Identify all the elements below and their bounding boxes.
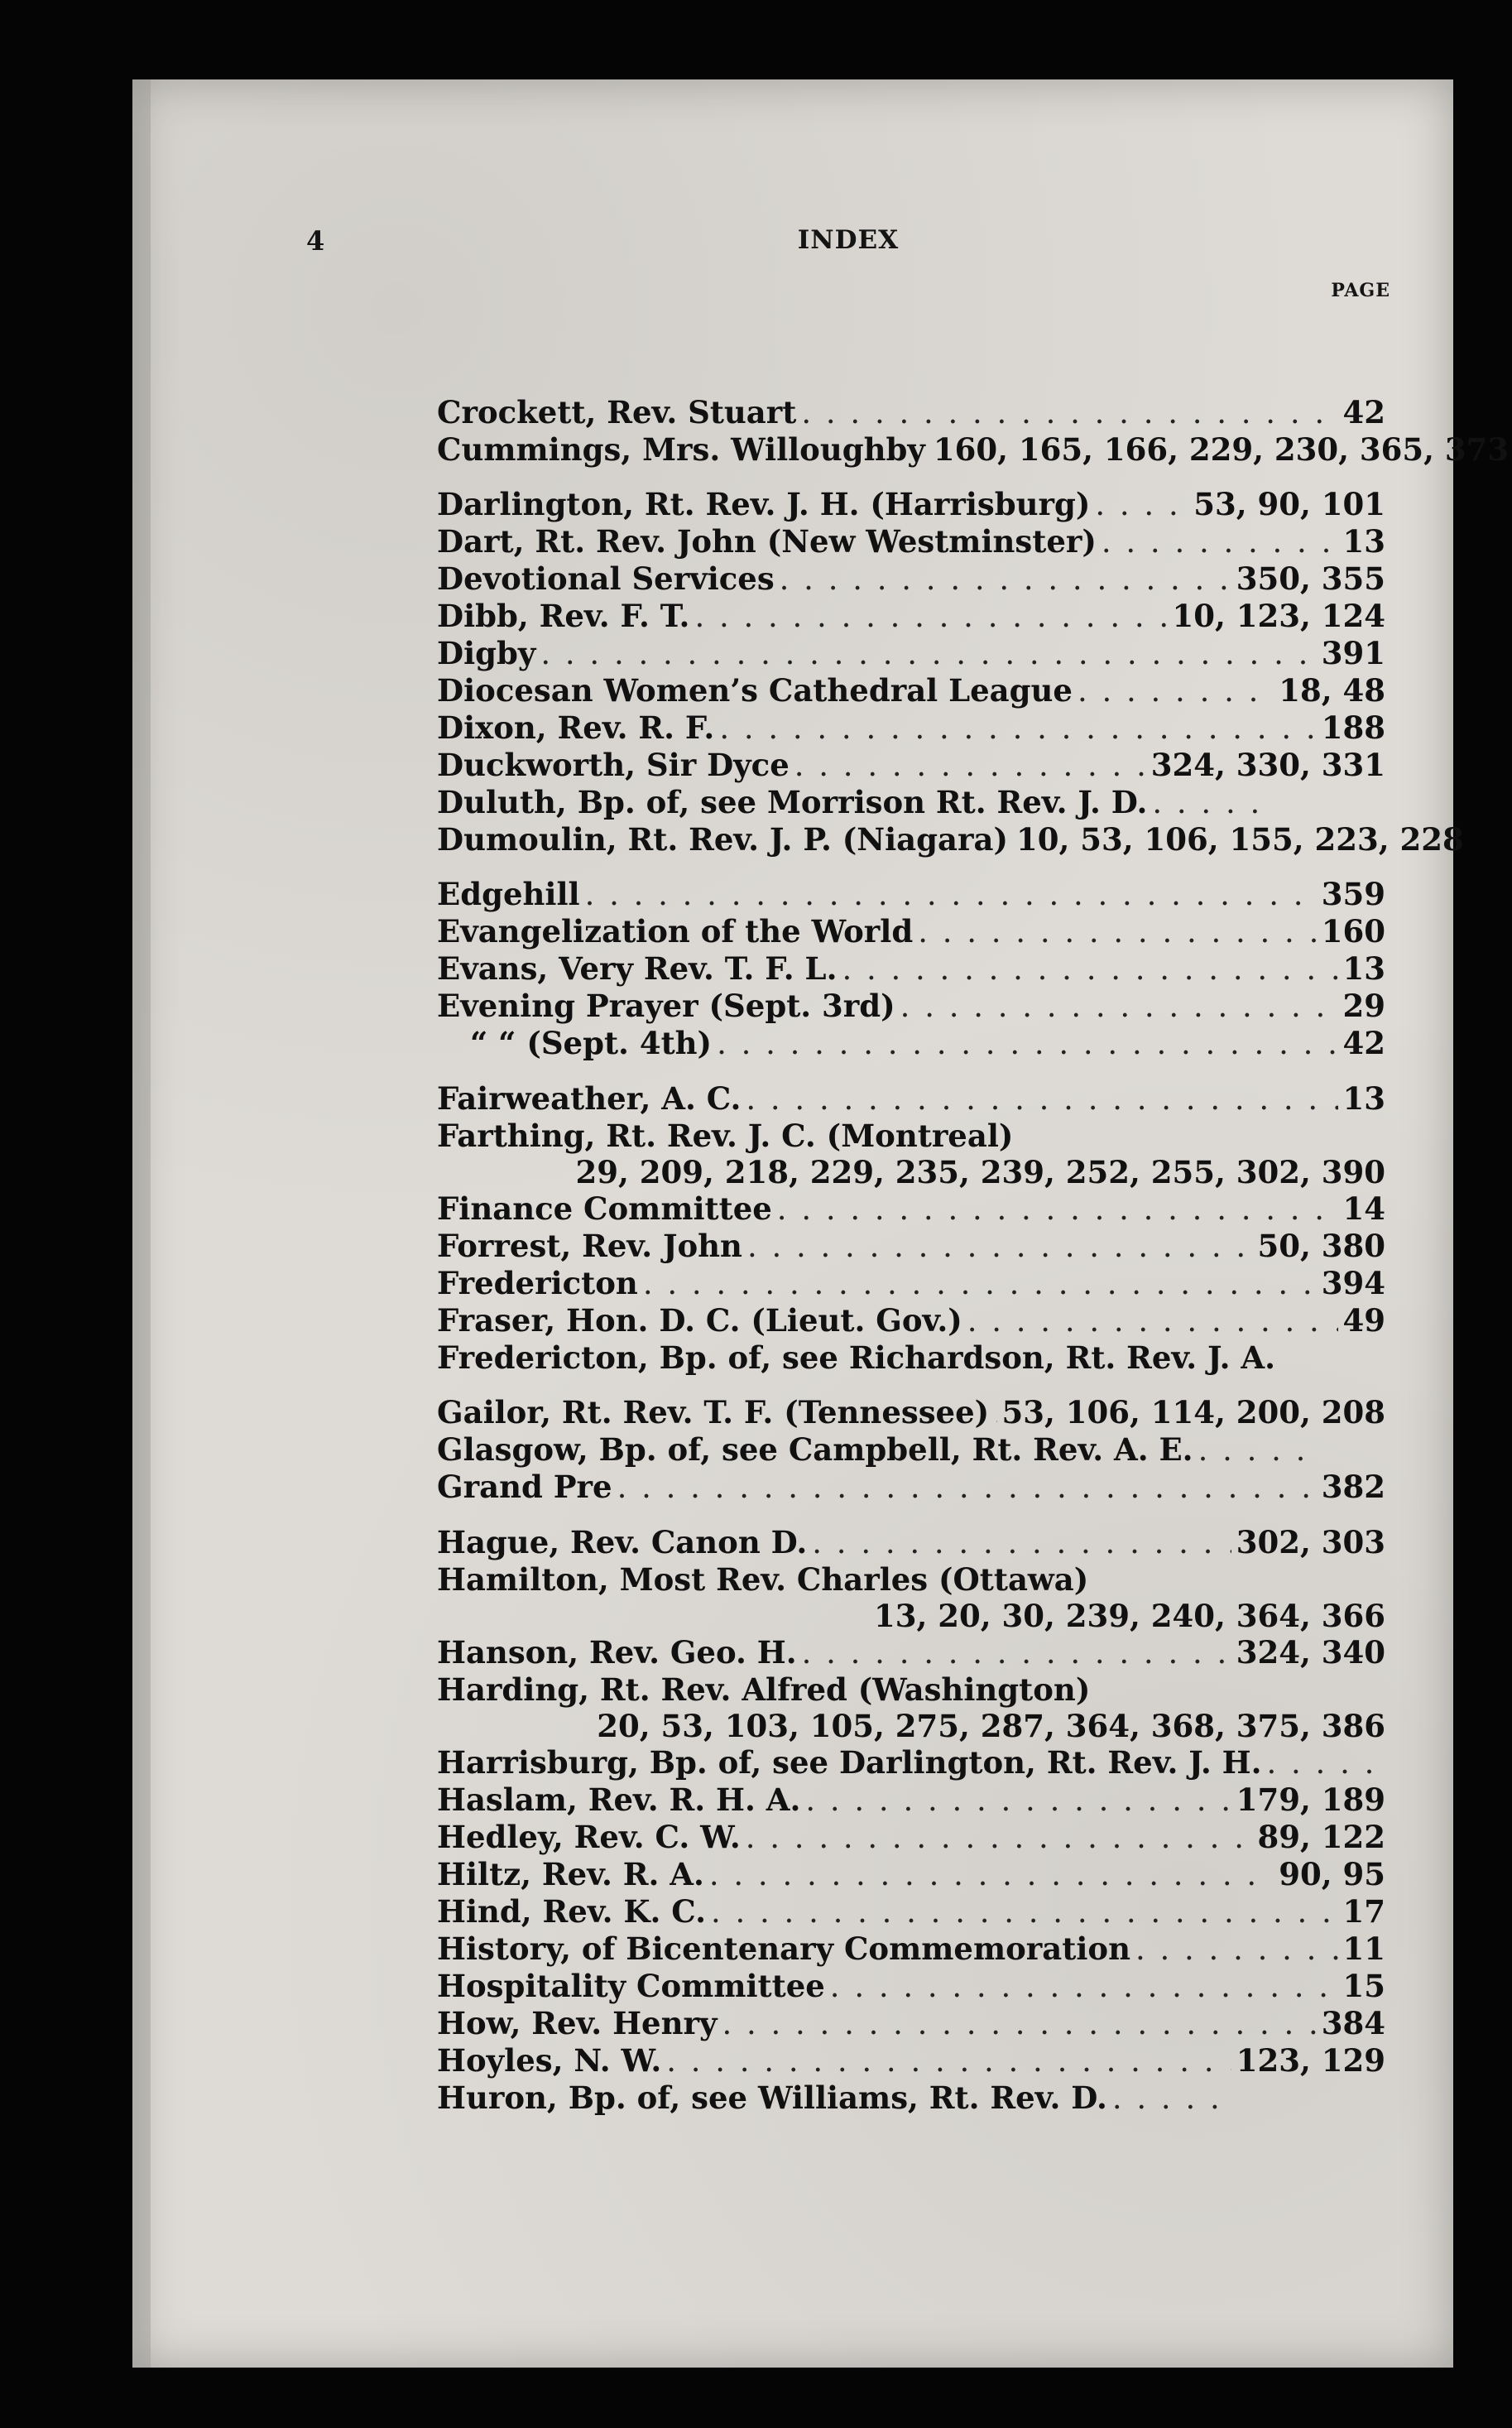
- entry-pages-continued: 29, 209, 218, 229, 235, 239, 252, 255, 302, 390: [575, 1154, 1385, 1190]
- dot-leader: [709, 1857, 1274, 1893]
- dot-leader: [719, 710, 1316, 747]
- index-entry: [437, 784, 1385, 821]
- entry-name: Evangelization of the World: [437, 913, 914, 950]
- entry-pages: 324, 330, 331: [1150, 747, 1385, 783]
- dot-leader: [794, 748, 1146, 784]
- entry-name: Digby: [437, 635, 536, 671]
- dot-leader: [830, 1969, 1338, 2005]
- index-entry: [437, 2079, 1385, 2117]
- dot-leader: [717, 1026, 1337, 1062]
- index-entry: [437, 1634, 1385, 1671]
- entry-pages: 53, 90, 101: [1193, 486, 1385, 522]
- page-header: [306, 225, 1390, 301]
- index-entry: [437, 821, 1464, 858]
- index-entry: [437, 1930, 1385, 1968]
- dot-leader: [617, 1469, 1317, 1506]
- entry-pages: 179, 189: [1236, 1781, 1385, 1818]
- page-number: 4: [306, 225, 325, 257]
- entry-name: Devotional Services: [437, 560, 775, 597]
- index-entry: [437, 1080, 1385, 1118]
- entry-pages-continued: 13, 20, 30, 239, 240, 364, 366: [874, 1598, 1385, 1634]
- entry-name: Grand Pre: [437, 1469, 612, 1505]
- dot-leader: [994, 1395, 996, 1431]
- index-entry: [437, 709, 1385, 747]
- index-entry: [437, 1819, 1385, 1856]
- entry-pages: 13: [1342, 1080, 1385, 1117]
- dot-leader: [746, 1081, 1337, 1118]
- index-entry: [437, 1856, 1385, 1893]
- entry-name: Crockett, Rev. Stuart: [437, 394, 797, 430]
- entry-name: Duckworth, Sir Dyce: [437, 747, 790, 783]
- index-entry: [437, 988, 1385, 1025]
- index-entry: [437, 560, 1385, 598]
- index-entry: [437, 1431, 1385, 1469]
- entry-name: Hanson, Rev. Geo. H.: [437, 1634, 797, 1671]
- dot-leader: [777, 1191, 1338, 1228]
- index-entry: [437, 523, 1385, 560]
- entry-pages: 10, 123, 124: [1172, 598, 1385, 634]
- entry-pages: 11: [1342, 1930, 1385, 1967]
- page-column-label: PAGE: [1331, 280, 1390, 301]
- index-group: [437, 1524, 1385, 2117]
- dot-leader: [694, 599, 1167, 635]
- entry-pages: 123, 129: [1236, 2042, 1385, 2079]
- dot-leader: [1112, 2080, 1236, 2117]
- entry-pages: 18, 48: [1279, 672, 1385, 709]
- entry-pages-continued: 20, 53, 103, 105, 275, 287, 364, 368, 375, 386: [597, 1708, 1385, 1744]
- entry-pages: 188: [1321, 709, 1385, 746]
- entry-name: History, of Bicentenary Commemoration: [437, 1930, 1130, 1967]
- entry-pages: 382: [1321, 1469, 1385, 1505]
- entry-name: Evans, Very Rev. T. F. L.: [437, 950, 838, 987]
- entry-name: Cummings, Mrs. Willoughby: [437, 431, 925, 468]
- entry-name: How, Rev. Henry: [437, 2005, 718, 2041]
- index-list: [437, 394, 1510, 2135]
- entry-name: Dixon, Rev. R. F.: [437, 709, 715, 746]
- index-entry: [437, 1968, 1385, 2005]
- entry-name: Fairweather, A. C.: [437, 1080, 742, 1117]
- dot-leader: [802, 1635, 1231, 1671]
- entry-pages: 90, 95: [1279, 1856, 1385, 1892]
- entry-name: Finance Committee: [437, 1190, 772, 1227]
- index-entry: [437, 950, 1385, 988]
- dot-leader: [585, 877, 1317, 913]
- index-group: [437, 1080, 1385, 1376]
- entry-pages: 49: [1342, 1302, 1385, 1339]
- dot-leader: [812, 1525, 1231, 1561]
- running-title: INDEX: [797, 225, 900, 255]
- index-entry: [437, 1228, 1385, 1265]
- entry-name: Glasgow, Bp. of, see Campbell, Rt. Rev. A. E.: [437, 1431, 1193, 1468]
- entry-pages: 13: [1342, 950, 1385, 987]
- index-entry: [437, 431, 1510, 468]
- entry-name: Edgehill: [437, 876, 580, 912]
- dot-leader: [918, 914, 1317, 950]
- dot-leader: [780, 561, 1231, 598]
- entry-name: Fredericton: [437, 1265, 638, 1301]
- dot-leader: [1095, 487, 1188, 523]
- dot-leader: [666, 2043, 1231, 2079]
- index-entry: [437, 1893, 1385, 1930]
- dot-leader: [1135, 1931, 1338, 1968]
- entry-pages: 359: [1321, 876, 1385, 912]
- entry-name: Hospitality Committee: [437, 1968, 825, 2004]
- index-entry: [437, 394, 1385, 431]
- entry-pages: 160, 165, 166, 229, 230, 365, 373: [933, 431, 1510, 468]
- entry-pages: 350, 355: [1236, 560, 1385, 597]
- entry-pages: 29: [1342, 988, 1385, 1024]
- entry-name: Gailor, Rt. Rev. T. F. (Tennessee): [437, 1394, 990, 1430]
- entry-name: Fredericton, Bp. of, see Richardson, Rt. Rev. J. A.: [437, 1339, 1275, 1376]
- index-entry: [437, 486, 1385, 523]
- entry-name: Harrisburg, Bp. of, see Darlington, Rt. Rev. J. H.: [437, 1744, 1262, 1781]
- index-entry: [437, 876, 1385, 913]
- entry-pages: 13: [1342, 523, 1385, 560]
- entry-pages: 15: [1342, 1968, 1385, 2004]
- index-entry: [437, 1781, 1385, 1819]
- entry-name: Hedley, Rev. C. W.: [437, 1819, 741, 1855]
- dot-leader: [967, 1303, 1338, 1339]
- entry-name: Farthing, Rt. Rev. J. C. (Montreal): [437, 1118, 1014, 1154]
- dot-leader: [842, 951, 1337, 988]
- index-group: [437, 394, 1510, 468]
- index-entry: [437, 1744, 1385, 1781]
- dot-leader: [1102, 524, 1338, 560]
- entry-name: “ “ (Sept. 4th): [470, 1025, 713, 1061]
- entry-pages: 302, 303: [1236, 1524, 1385, 1560]
- entry-pages: 53, 106, 114, 200, 208: [1001, 1394, 1385, 1430]
- entry-name: Evening Prayer (Sept. 3rd): [437, 988, 895, 1024]
- index-group: [437, 876, 1385, 1062]
- dot-leader: [747, 1228, 1253, 1265]
- entry-pages: 394: [1321, 1265, 1385, 1301]
- index-entry: [437, 2042, 1385, 2079]
- index-entry: [437, 1025, 1385, 1062]
- entry-name: Harding, Rt. Rev. Alfred (Washington): [437, 1671, 1091, 1708]
- dot-leader: [1078, 673, 1274, 709]
- entry-pages: 384: [1321, 2005, 1385, 2041]
- entry-pages: 42: [1342, 1025, 1385, 1061]
- index-entry: [437, 1118, 1385, 1154]
- entry-name: Fraser, Hon. D. C. (Lieut. Gov.): [437, 1302, 962, 1339]
- dot-leader: [1267, 1745, 1391, 1781]
- dot-leader: [746, 1820, 1253, 1856]
- entry-name: Dibb, Rev. F. T.: [437, 598, 690, 634]
- index-entry: [437, 1671, 1385, 1708]
- entry-pages: 50, 380: [1257, 1228, 1385, 1264]
- index-entry: [437, 1469, 1385, 1506]
- dot-leader: [1152, 785, 1276, 821]
- entry-name: Forrest, Rev. John: [437, 1228, 742, 1264]
- index-entry: [437, 1302, 1385, 1339]
- entry-pages: 89, 122: [1257, 1819, 1385, 1855]
- index-entry: [437, 1265, 1385, 1302]
- index-group: [437, 1394, 1385, 1506]
- entry-pages: 14: [1342, 1190, 1385, 1227]
- entry-name: Hamilton, Most Rev. Charles (Ottawa): [437, 1561, 1089, 1598]
- index-entry: [437, 1561, 1385, 1598]
- index-entry: [437, 1394, 1385, 1431]
- dot-leader: [805, 1782, 1231, 1819]
- entry-name: Duluth, Bp. of, see Morrison Rt. Rev. J. D.: [437, 784, 1148, 820]
- entry-pages: 17: [1342, 1893, 1385, 1930]
- index-entry: [437, 1339, 1385, 1376]
- entry-name: Hague, Rev. Canon D.: [437, 1524, 808, 1560]
- entry-name: Hiltz, Rev. R. A.: [437, 1856, 704, 1892]
- entry-name: Hoyles, N. W.: [437, 2042, 662, 2079]
- dot-leader: [540, 636, 1316, 672]
- entry-pages: 391: [1321, 635, 1385, 671]
- entry-pages: 10, 53, 106, 155, 223, 228: [1015, 821, 1464, 858]
- index-entry: [437, 635, 1385, 672]
- index-entry: [437, 598, 1385, 635]
- entry-pages: 160: [1321, 913, 1385, 950]
- index-entry: [437, 913, 1385, 950]
- index-group: [437, 486, 1464, 858]
- dot-leader: [900, 988, 1338, 1025]
- dot-leader: [643, 1266, 1317, 1302]
- entry-pages: 42: [1342, 394, 1385, 430]
- index-entry: [437, 672, 1385, 709]
- index-entry: [437, 1524, 1385, 1561]
- entry-name: Hind, Rev. K. C.: [437, 1893, 706, 1930]
- entry-name: Huron, Bp. of, see Williams, Rt. Rev. D.: [437, 2079, 1107, 2116]
- index-entry: [437, 1190, 1385, 1228]
- dot-leader: [801, 395, 1337, 431]
- entry-name: Haslam, Rev. R. H. A.: [437, 1781, 801, 1818]
- dot-leader: [1198, 1432, 1322, 1469]
- entry-pages: 324, 340: [1236, 1634, 1385, 1671]
- dot-leader: [722, 2006, 1316, 2042]
- entry-name: Darlington, Rt. Rev. J. H. (Harrisburg): [437, 486, 1091, 522]
- index-entry: [437, 2005, 1385, 2042]
- entry-name: Diocesan Women’s Cathedral League: [437, 672, 1073, 709]
- entry-name: Dart, Rt. Rev. John (New Westminster): [437, 523, 1097, 560]
- dot-leader: [711, 1894, 1338, 1930]
- index-entry: [437, 747, 1385, 784]
- entry-name: Dumoulin, Rt. Rev. J. P. (Niagara): [437, 821, 1008, 858]
